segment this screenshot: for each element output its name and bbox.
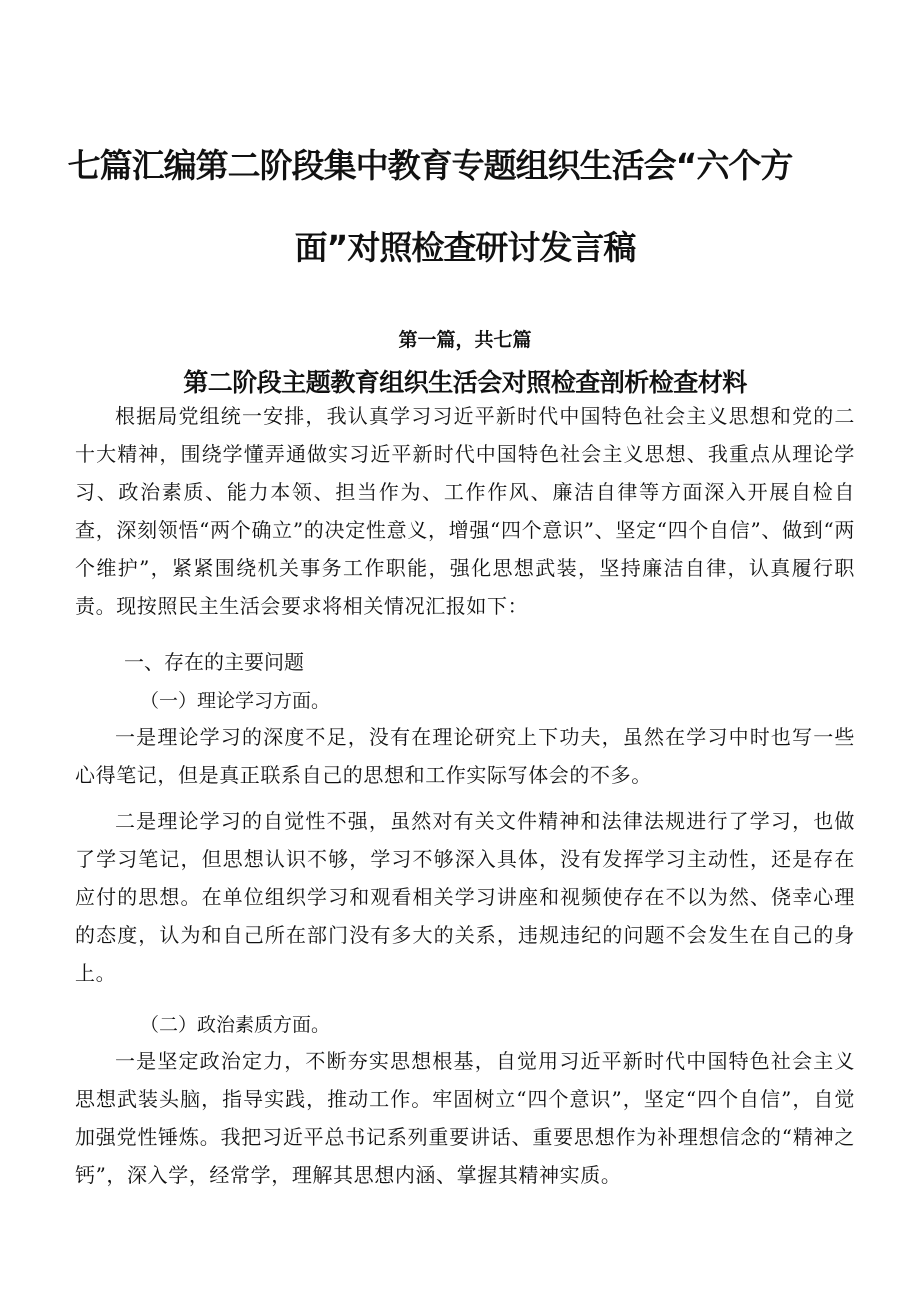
part-label: 第一篇，共七篇 [398, 329, 532, 351]
theory-point-1: 一是理论学习的深度不足，没有在理论研究上下功夫，虽然在学习中时也写一些心得笔记，但是真正联系自己的思想和工作实际写体会的不多。 [75, 725, 855, 787]
theory-point-2: 二是理论学习的自觉性不强，虽然对有关文件精神和法律法规进行了学习，也做了学习笔记，但思想认识不够，学习不够深入具体，没有发挥学习主动性，还是存在应付的思想。在单位组织学习和观看相关学习讲座和视频使存在不以为然、侥幸心理的态度，认为和自己所在部门没有多大的关系，违规违纪的问题不会发生在自己的身上。 [75, 809, 855, 985]
subsection-heading-politics: （二）政治素质方面。 [140, 1014, 331, 1036]
section-document-title: 第二阶段主题教育组织生活会对照检查剖析检查材料 [183, 368, 747, 397]
subsection-heading-theory: （一）理论学习方面。 [140, 690, 331, 712]
document-title-line-2: 面”对照检查研讨发言稿 [294, 228, 636, 267]
section-heading-main-problems: 一、存在的主要问题 [124, 650, 304, 674]
politics-point-1: 一是坚定政治定力，不断夯实思想根基，自觉用习近平新时代中国特色社会主义思想武装头脑，指导实践，推动工作。牢固树立“四个意识”，坚定“四个自信”，自觉加强党性锤炼。我把习近平总书记系列重要讲话、重要思想作为补理想信念的“精神之钙”，深入学，经常学，理解其思想内涵、掌握其精神实质。 [75, 1049, 855, 1187]
intro-paragraph: 根据局党组统一安排，我认真学习习近平新时代中国特色社会主义思想和党的二十大精神，围绕学懂弄通做实习近平新时代中国特色社会主义思想、我重点从理论学习、政治素质、能力本领、担当作为、工作作风、廉洁自律等方面深入开展自检自查，深刻领悟“两个确立”的决定性意义，增强“四个意识”、坚定“四个自信”、做到“两个维护”，紧紧围绕机关事务工作职能，强化思想武装，坚持廉洁自律，认真履行职责。现按照民主生活会要求将相关情况汇报如下： [75, 404, 855, 618]
document-title-line-1: 七篇汇编第二阶段集中教育专题组织生活会“六个方 [67, 146, 793, 185]
